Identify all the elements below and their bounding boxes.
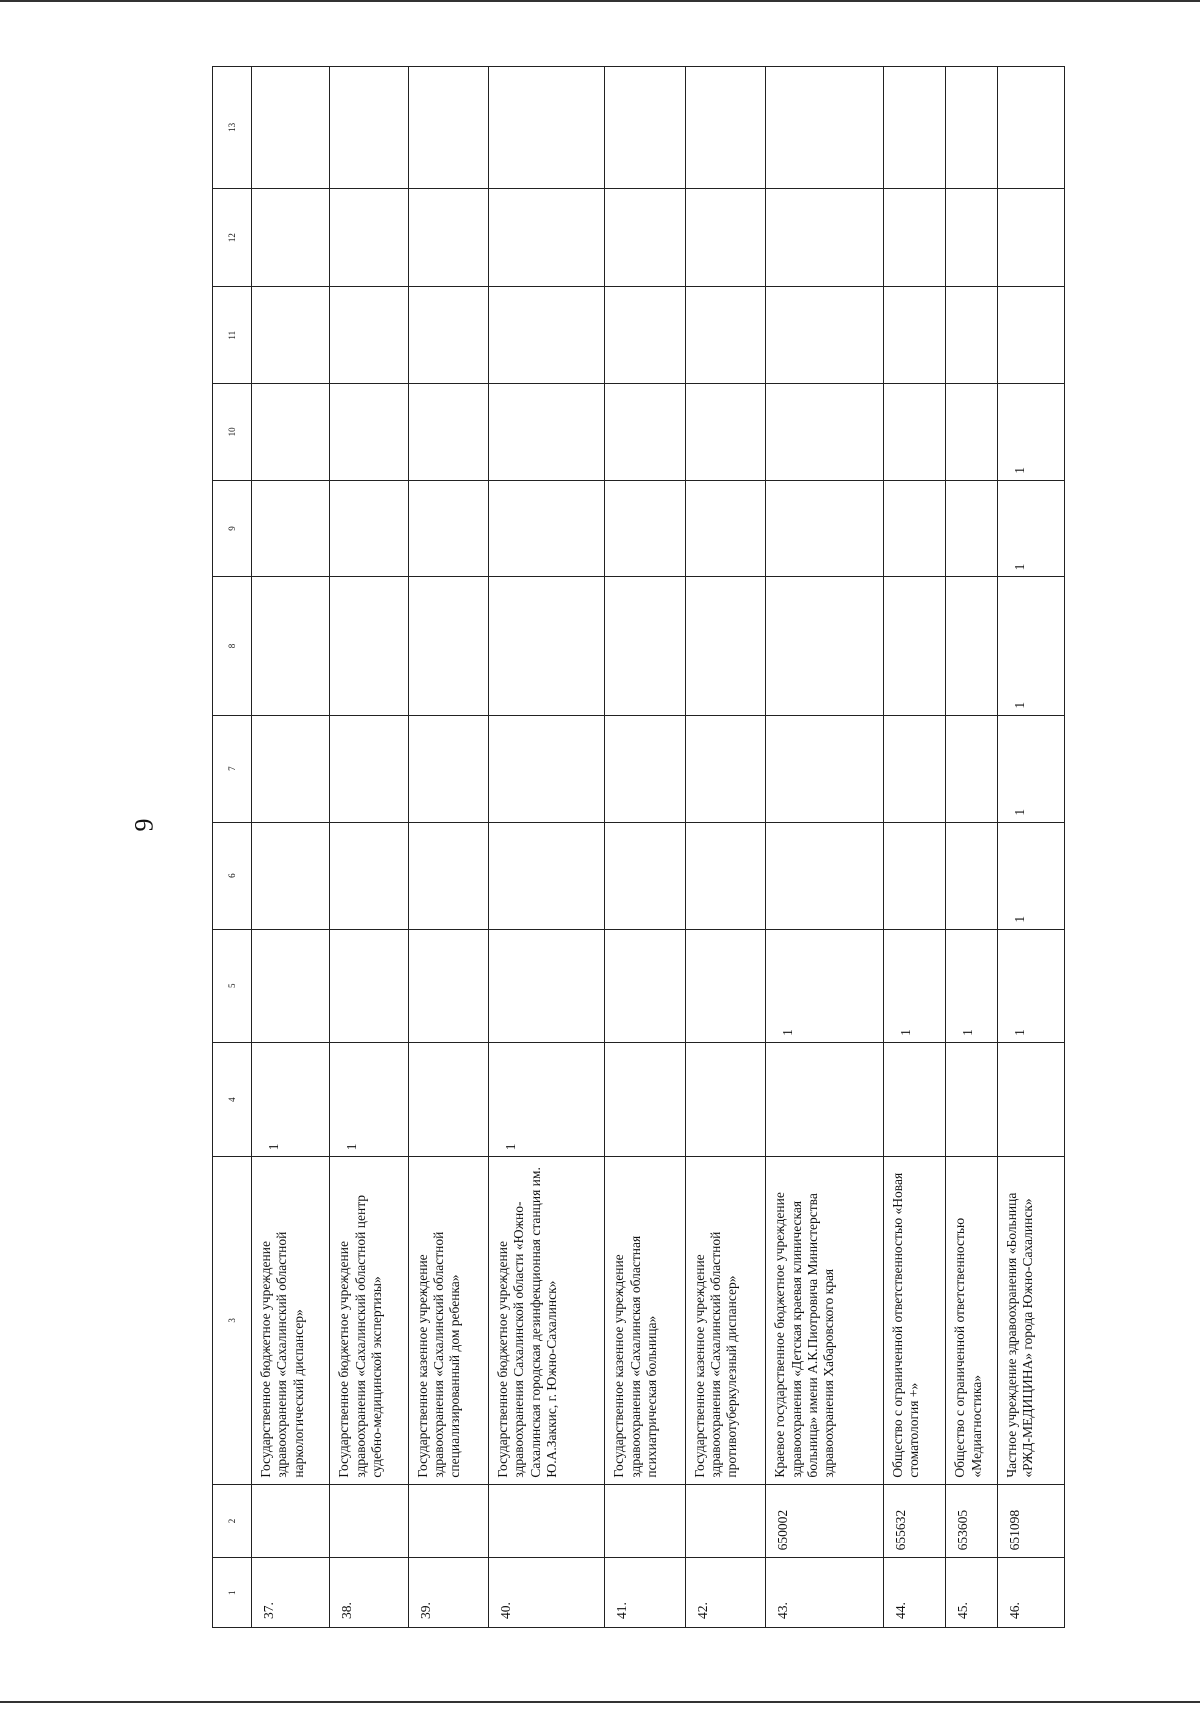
mark-cell-col-5 [605,929,686,1042]
postal-code [252,1484,330,1558]
column-number-6: 6 [213,822,252,929]
mark-cell-col-9 [946,480,997,577]
mark-cell-col-13 [252,67,330,189]
column-number-2: 2 [213,1484,252,1558]
mark-cell-col-12 [408,188,489,287]
mark-cell-col-4 [685,1042,766,1156]
mark-cell-col-8 [766,577,883,715]
organization-name: Общество с ограниченной ответственностью «Новая стоматология +» [883,1157,946,1484]
mark-cell-col-7 [883,715,946,822]
mark-cell-col-11 [408,287,489,384]
mark-cell-col-6 [408,822,489,929]
row-number: 41. [605,1558,686,1628]
table-row [766,67,883,1628]
mark-cell-col-6 [766,822,883,929]
table-row [605,67,686,1628]
mark-cell-col-10 [605,384,686,481]
page-number: 9 [129,818,159,832]
organization-name: Частное учреждение здравоохранения «Больница «РЖД-МЕДИЦИНА» города Южно-Сахалинск» [997,1157,1064,1484]
column-number-10: 10 [213,384,252,481]
mark-cell-col-11 [997,287,1064,384]
column-number-header-row [213,67,252,1628]
mark-cell-col-8 [330,577,408,715]
row-number: 45. [946,1558,997,1628]
table-row [946,67,997,1628]
mark-cell-col-4 [605,1042,686,1156]
mark-cell-col-5 [997,929,1064,1042]
table-row [489,67,605,1628]
mark-cell-col-6 [252,822,330,929]
mark-cell-col-7 [330,715,408,822]
mark-cell-col-4 [883,1042,946,1156]
row-number: 42. [685,1558,766,1628]
mark-value: 1 [897,1029,913,1036]
mark-cell-col-8 [997,577,1064,715]
row-number: 43. [766,1558,883,1628]
mark-cell-col-4 [330,1042,408,1156]
mark-cell-col-13 [330,67,408,189]
mark-cell-col-11 [883,287,946,384]
mark-cell-col-8 [489,577,605,715]
mark-cell-col-12 [997,188,1064,287]
mark-cell-col-10 [883,384,946,481]
mark-cell-col-6 [605,822,686,929]
mark-cell-col-6 [946,822,997,929]
organization-name: Государственное казенное учреждение здравоохранения «Сахалинский областной специализированный дом ребенка» [408,1157,489,1484]
mark-cell-col-9 [997,480,1064,577]
table-row [997,67,1064,1628]
mark-cell-col-10 [252,384,330,481]
row-number: 38. [330,1558,408,1628]
mark-cell-col-12 [946,188,997,287]
organization-name: Государственное бюджетное учреждение здравоохранения «Сахалинский областной наркологический диспансер» [252,1157,330,1484]
mark-cell-col-7 [997,715,1064,822]
mark-cell-col-9 [489,480,605,577]
organizations-table [212,66,1065,1628]
mark-value: 1 [1011,915,1027,923]
column-number-3: 3 [213,1157,252,1484]
mark-cell-col-6 [883,822,946,929]
mark-cell-col-7 [946,715,997,822]
mark-cell-col-11 [489,287,605,384]
mark-cell-col-7 [252,715,330,822]
mark-value: 1 [1011,466,1027,474]
mark-cell-col-7 [766,715,883,822]
column-number-4: 4 [213,1042,252,1156]
column-number-13: 13 [213,67,252,189]
postal-code: 655632 [883,1484,946,1558]
mark-cell-col-13 [997,67,1064,189]
organization-name: Государственное казенное учреждение здравоохранения «Сахалинская областная психиатрическая больница» [605,1157,686,1484]
column-number-8: 8 [213,577,252,715]
mark-cell-col-11 [252,287,330,384]
column-number-7: 7 [213,715,252,822]
mark-cell-col-13 [605,67,686,189]
mark-value: 1 [344,1143,360,1151]
table-row [883,67,946,1628]
mark-cell-col-10 [408,384,489,481]
postal-code [408,1484,489,1558]
mark-cell-col-10 [489,384,605,481]
column-number-5: 5 [213,929,252,1042]
table-row [252,67,330,1628]
row-number: 37. [252,1558,330,1628]
mark-cell-col-13 [766,67,883,189]
mark-cell-col-8 [946,577,997,715]
mark-cell-col-6 [685,822,766,929]
mark-cell-col-10 [766,384,883,481]
mark-cell-col-4 [252,1042,330,1156]
mark-value: 1 [503,1143,519,1151]
mark-cell-col-7 [408,715,489,822]
mark-cell-col-12 [605,188,686,287]
mark-cell-col-12 [766,188,883,287]
mark-cell-col-6 [330,822,408,929]
mark-cell-col-11 [946,287,997,384]
mark-cell-col-7 [605,715,686,822]
mark-cell-col-5 [408,929,489,1042]
mark-cell-col-9 [685,480,766,577]
mark-cell-col-11 [330,287,408,384]
mark-cell-col-9 [330,480,408,577]
mark-value: 1 [266,1143,282,1151]
organization-name: Общество с ограниченной ответственностью «Медиагностика» [946,1157,997,1484]
row-number: 46. [997,1558,1064,1628]
mark-value: 1 [780,1029,796,1036]
postal-code: 650002 [766,1484,883,1558]
mark-cell-col-9 [766,480,883,577]
mark-cell-col-10 [946,384,997,481]
mark-value: 1 [1011,1029,1027,1036]
mark-cell-col-13 [408,67,489,189]
mark-cell-col-12 [883,188,946,287]
mark-cell-col-9 [408,480,489,577]
mark-cell-col-13 [489,67,605,189]
mark-cell-col-5 [330,929,408,1042]
postal-code: 651098 [997,1484,1064,1558]
mark-cell-col-12 [489,188,605,287]
mark-cell-col-4 [489,1042,605,1156]
mark-cell-col-13 [685,67,766,189]
column-number-11: 11 [213,287,252,384]
table-row [408,67,489,1628]
organization-name: Государственное казенное учреждение здравоохранения «Сахалинский областной противотуберкулезный диспансер» [685,1157,766,1484]
row-number: 40. [489,1558,605,1628]
mark-cell-col-9 [252,480,330,577]
mark-cell-col-10 [685,384,766,481]
mark-cell-col-12 [252,188,330,287]
mark-cell-col-5 [883,929,946,1042]
mark-cell-col-5 [766,929,883,1042]
organization-name: Краевое государственное бюджетное учреждение здравоохранения «Детская краевая клиническая больница» имени А.К.Пиотровича Министерства здравоохранения Хабаровского края [766,1157,883,1484]
mark-value: 1 [1011,563,1027,571]
mark-cell-col-8 [883,577,946,715]
mark-value: 1 [1011,701,1027,709]
mark-cell-col-4 [997,1042,1064,1156]
mark-cell-col-10 [330,384,408,481]
row-number: 44. [883,1558,946,1628]
mark-cell-col-13 [883,67,946,189]
mark-cell-col-11 [685,287,766,384]
mark-cell-col-12 [330,188,408,287]
mark-cell-col-8 [408,577,489,715]
mark-cell-col-11 [766,287,883,384]
mark-cell-col-4 [766,1042,883,1156]
column-number-12: 12 [213,188,252,287]
mark-cell-col-9 [883,480,946,577]
mark-cell-col-4 [946,1042,997,1156]
mark-cell-col-11 [605,287,686,384]
mark-cell-col-4 [408,1042,489,1156]
mark-value: 1 [1011,808,1027,816]
mark-cell-col-8 [605,577,686,715]
mark-cell-col-5 [252,929,330,1042]
column-number-1: 1 [213,1558,252,1628]
mark-cell-col-8 [252,577,330,715]
mark-cell-col-7 [685,715,766,822]
postal-code: 653605 [946,1484,997,1558]
table-row [685,67,766,1628]
mark-cell-col-5 [946,929,997,1042]
mark-cell-col-7 [489,715,605,822]
postal-code [685,1484,766,1558]
column-number-9: 9 [213,480,252,577]
mark-cell-col-9 [605,480,686,577]
postal-code [330,1484,408,1558]
postal-code [489,1484,605,1558]
mark-cell-col-6 [489,822,605,929]
mark-cell-col-6 [997,822,1064,929]
table-row [330,67,408,1628]
organization-name: Государственное бюджетное учреждение здравоохранения «Сахалинский областной центр судебно-медицинской экспертизы» [330,1157,408,1484]
mark-cell-col-13 [946,67,997,189]
mark-cell-col-5 [685,929,766,1042]
row-number: 39. [408,1558,489,1628]
postal-code [605,1484,686,1558]
mark-cell-col-8 [685,577,766,715]
mark-value: 1 [960,1029,976,1036]
mark-cell-col-10 [997,384,1064,481]
mark-cell-col-12 [685,188,766,287]
organization-name: Государственное бюджетное учреждение здравоохранения Сахалинской области «Южно-Сахалинская городская дезинфекционная станция им. Ю.А.Заккис, г. Южно-Сахалинск» [489,1157,605,1484]
mark-cell-col-5 [489,929,605,1042]
